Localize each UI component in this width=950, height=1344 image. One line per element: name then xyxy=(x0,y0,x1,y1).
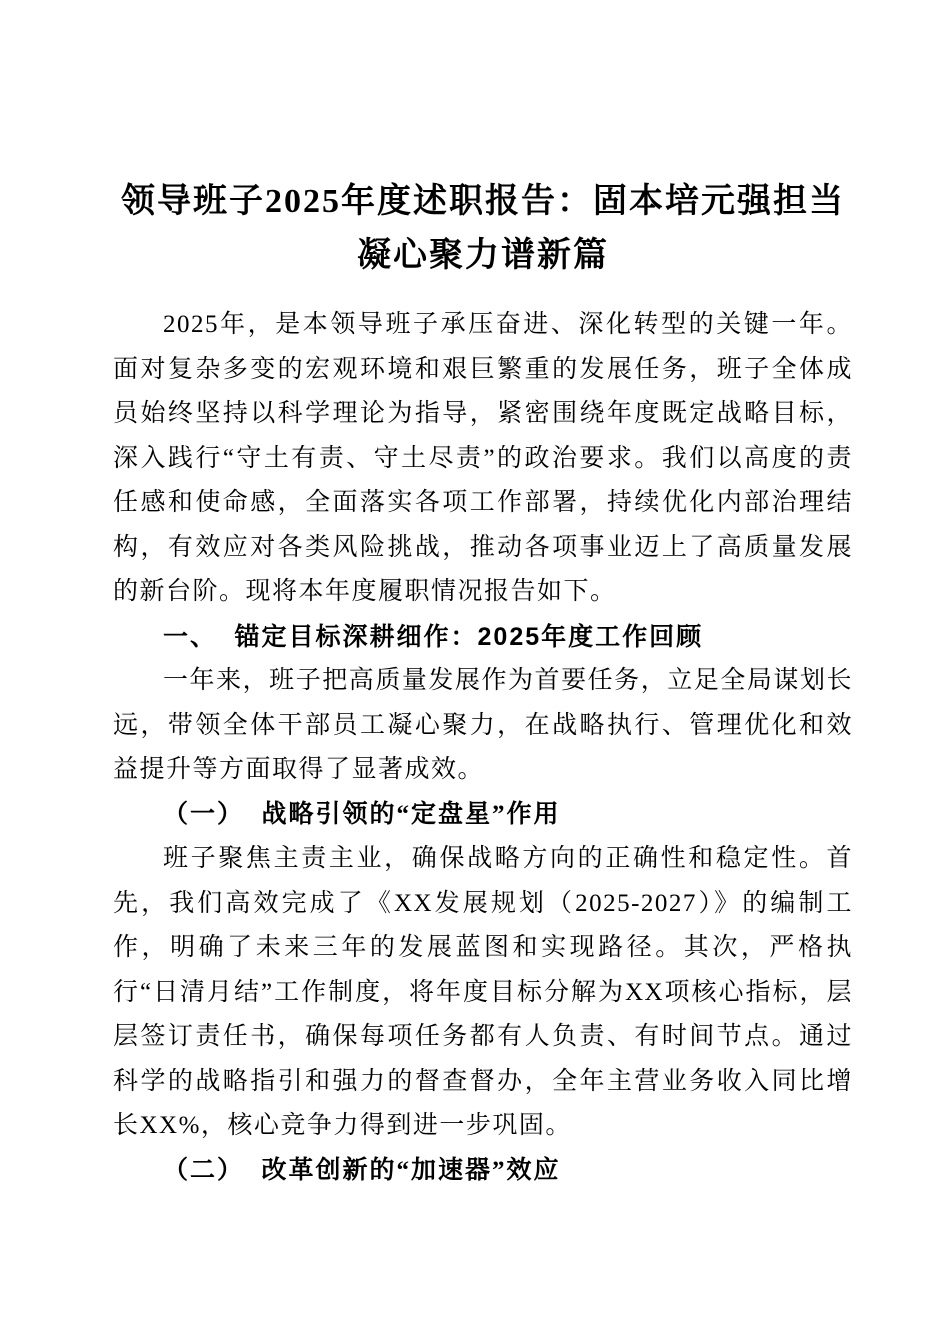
title-line-2: 凝心聚力谱新篇 xyxy=(357,237,609,274)
title-line-1: 领导班子2025年度述职报告：固本培元强担当 xyxy=(121,183,845,220)
section-heading-1-number: 一、 xyxy=(163,622,218,651)
subsection-heading-1-number: （一） xyxy=(163,800,245,828)
subsection-heading-2-text: 改革创新的“加速器”效应 xyxy=(261,1156,561,1184)
subsection-heading-1 xyxy=(113,793,853,838)
section-heading-1 xyxy=(113,615,853,660)
intro-paragraph: 2025年，是本领导班子承压奋进、深化转型的关键一年。面对复杂多变的宏观环境和艰巨繁重的发展任务，班子全体成员始终坚持以科学理论为指导，紧密围绕年度既定战略目标，深入践行“守土有责、守土尽责”的政治要求。我们以高度的责任感和使命感，全面落实各项工作部署，持续优化内部治理结构，有效应对各类风险挑战，推动各项事业迈上了高质量发展的新台阶。现将本年度履职情况报告如下。 xyxy=(113,311,853,605)
section-1-paragraph: 一年来，班子把高质量发展作为首要任务，立足全局谋划长远，带领全体干部员工凝心聚力，在战略执行、管理优化和效益提升等方面取得了显著成效。 xyxy=(113,667,853,783)
subsection-heading-1-text: 战略引领的“定盘星”作用 xyxy=(261,800,561,828)
subsection-heading-2-number: （二） xyxy=(163,1156,245,1184)
section-heading-1-text: 锚定目标深耕细作：2025年度工作回顾 xyxy=(234,622,704,651)
subsection-1-paragraph: 班子聚焦主责主业，确保战略方向的正确性和稳定性。首先，我们高效完成了《XX发展规划（2025-2027）》的编制工作，明确了未来三年的发展蓝图和实现路径。其次，严格执行“日清月结”工作制度，将年度目标分解为XX项核心指标，层层签订责任书，确保每项任务都有人负责、有时间节点。通过科学的战略指引和强力的督查督办，全年主营业务收入同比增长XX%，核心竞争力得到进一步巩固。 xyxy=(113,845,853,1139)
document-title xyxy=(113,175,853,283)
subsection-heading-2 xyxy=(113,1149,853,1194)
